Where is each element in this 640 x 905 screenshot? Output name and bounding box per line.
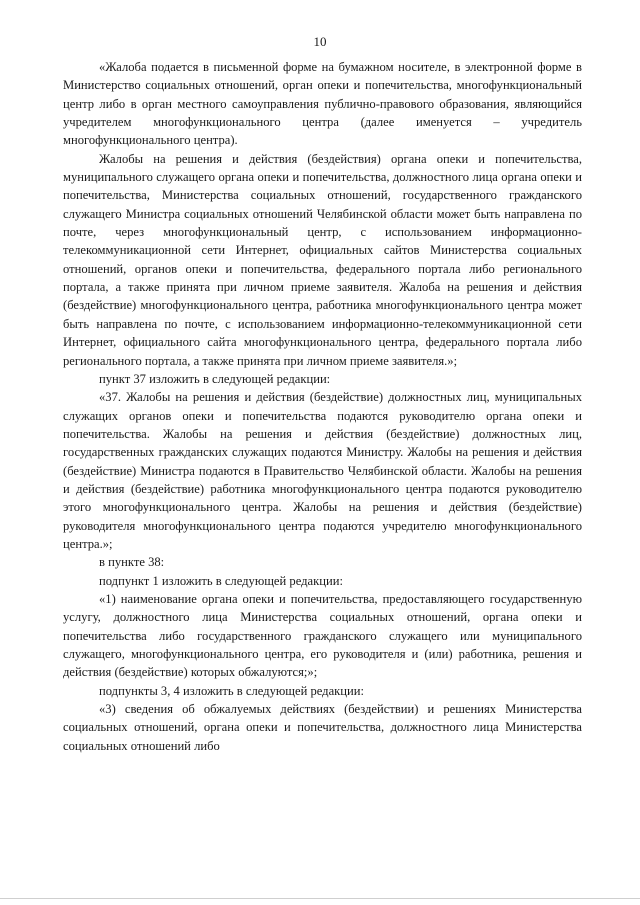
paragraph-complaint-form: «Жалоба подается в письменной форме на бумажном носителе, в электронной форме в Министерство социальных отношений, орган опеки и попечительства, многофункциональный центр либо в орган местного самоуправления публично-правового образования, являющийся учредителем многофункционального центра (далее именуется – учредитель многофункционального центра).: [63, 60, 582, 148]
paragraph-subitem-1-text: «1) наименование органа опеки и попечительства, предоставляющего государственную услугу, должностного лица Министерства социальных отношений, органа опеки и попечительства либо государственного гражданского служащего или муниципального служащего, многофункционального центра, его руководителя и (или) работника, решения и действия (бездействие) которых обжалуются;»;: [63, 591, 582, 680]
page-number: 10: [313, 34, 327, 49]
paragraph-complaint-channels: Жалобы на решения и действия (бездействия) органа опеки и попечительства, муниципального служащего органа опеки и попечительства, должностного лица органа опеки и попечительства, Министерства социальных отношений, государственного гражданского служащего Министра социальных отношений Челябинской области может быть направлена по почте, через многофункциональный центр, с использованием информационно-телекоммуникационной сети Интернет, официальных сайтов Министерства социальных отношений, органов опеки и попечительства, федерального портала либо регионального портала, а также принята при личном приеме заявителя. Жалоба на решения и действия (бездействие) многофункционального центра, работника многофункционального центра может быть направлена по почте, с использованием информационно-телекоммуникационной сети Интернет, официального сайта многофункционального центра, федерального портала либо регионального портала, а также принята при личном приеме заявителя.»;: [63, 151, 582, 368]
paragraph-item-38-intro: в пункте 38:: [99, 555, 165, 570]
document-body: [63, 58, 582, 755]
paragraph-subitems-3-4-intro: подпункты 3, 4 изложить в следующей редакции:: [99, 683, 365, 698]
paragraph-subitem-3-text: «3) сведения об обжалуемых действиях (бездействии) и решениях Министерства социальных отношений, органа опеки и попечительства, должностного лица Министерства социальных отношений либо: [63, 702, 582, 753]
page-bottom-divider: [0, 898, 640, 899]
paragraph-subitem-1-intro: подпункт 1 изложить в следующей редакции:: [99, 573, 343, 588]
paragraph-item-37-text: «37. Жалобы на решения и действия (бездействие) должностных лиц, муниципальных служащих органов опеки и попечительства подаются руководителю органа опеки и попечительства. Жалобы на решения и действия (бездействие) должностных лиц, государственных гражданских служащих подаются Министру. Жалобы на решения и действия (бездействие) Министра подаются в Правительство Челябинской области. Жалобы на решения и действия (бездействие) работника многофункционального центра подаются руководителю этого многофункционального центра. Жалобы на решения и действия (бездействие) руководителя многофункционального центра подаются учредителю многофункционального центра.»;: [63, 390, 582, 551]
paragraph-item-37-intro: пункт 37 изложить в следующей редакции:: [99, 371, 331, 386]
